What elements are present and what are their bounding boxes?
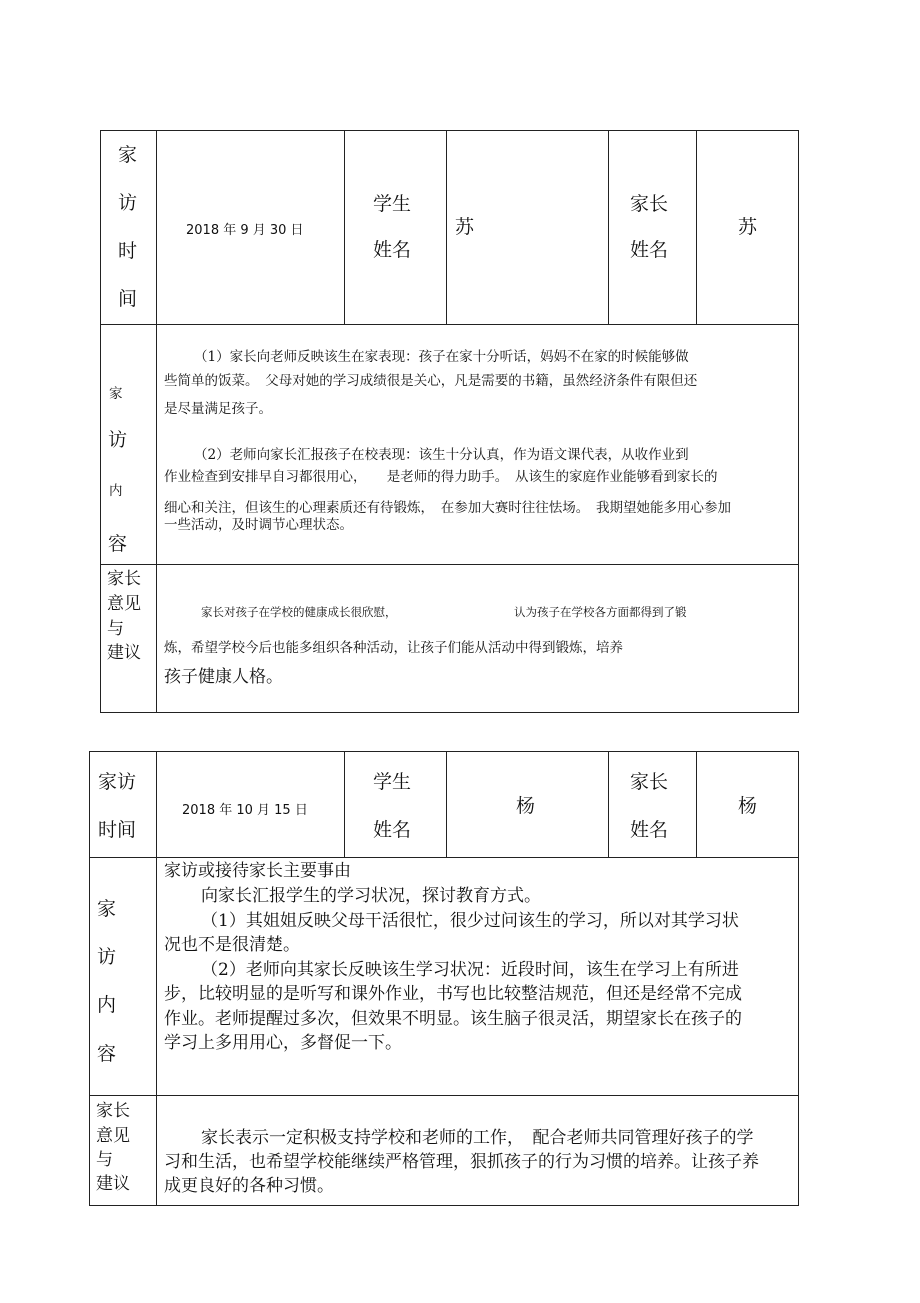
visit-date: 2018 年 10 月 15 日 (182, 803, 308, 818)
student-name-label: 学生 (373, 193, 412, 215)
grid-line (156, 752, 157, 1205)
grid-line (156, 131, 157, 712)
visit-content-line: 是尽量满足孩子。 (164, 401, 272, 417)
visit-content-line: （2）老师向其家长反映该生学习状况：近段时间，该生在学习上有所进 (201, 960, 739, 980)
visit-content-label: 家 (109, 386, 123, 402)
visit-content-line: 一些活动，及时调节心理状态。 (164, 517, 353, 533)
visit-content-label: 内 (109, 483, 123, 499)
parent-opinion-label: 与 (107, 619, 124, 639)
visit-content-label: 家 (97, 898, 117, 920)
parent-opinion-label: 家长 (107, 569, 141, 589)
visit-content-label: 容 (108, 533, 128, 555)
parent-name-label: 家长 (630, 193, 669, 215)
parent-opinion-line: 家长对孩子在学校的健康成长很欣慰， (201, 605, 397, 619)
parent-opinion-label: 建议 (107, 643, 141, 663)
visit-content-line: 学习上多用用心，多督促一下。 (164, 1033, 402, 1053)
grid-line (608, 131, 609, 324)
visit-time-label: 家访 (98, 771, 137, 793)
student-name-label: 姓名 (373, 819, 412, 841)
parent-opinion-label: 建议 (96, 1174, 130, 1194)
grid-line (446, 752, 447, 857)
visit-content-line: 向家长汇报学生的学习状况，探讨教育方式。 (201, 886, 541, 906)
visit-content-line: 细心和关注，但该生的心理素质还有待锻炼， 在参加大赛时往往怯场。 我期望她能多用心参加 (164, 500, 731, 516)
student-name-label: 姓名 (373, 239, 412, 261)
visit-content-line: （1）家长向老师反映该生在家表现：孩子在家十分听话，妈妈不在家的时候能够做 (194, 349, 689, 365)
parent-opinion-label: 意见 (96, 1126, 130, 1146)
visit-record-table-1 (100, 130, 799, 713)
grid-line (344, 752, 345, 857)
parent-opinion-line: 习和生活，也希望学校能继续严格管理，狠抓孩子的行为习惯的培养。让孩子养 (164, 1152, 759, 1172)
visit-content-line: 些简单的饭菜。 父母对她的学习成绩很是关心，凡是需要的书籍，虽然经济条件有限但还 (164, 373, 698, 389)
student-name: 杨 (516, 795, 536, 817)
visit-content-line: 作业检查到安排早自习都很用心， 是老师的得力助手。 从该生的家庭作业能够看到家长的 (164, 469, 718, 485)
parent-name-label: 家长 (630, 771, 669, 793)
parent-name-label: 姓名 (630, 819, 669, 841)
visit-content-line: （2）老师向家长汇报孩子在校表现：该生十分认真，作为语文课代表，从收作业到 (194, 447, 689, 463)
grid-line (446, 131, 447, 324)
parent-opinion-label: 家长 (96, 1101, 130, 1121)
grid-line (101, 564, 798, 565)
parent-opinion-line: 成更良好的各种习惯。 (164, 1176, 334, 1196)
student-name-label: 学生 (373, 771, 412, 793)
visit-content-line: （1）其姐姐反映父母干活很忙，很少过问该生的学习，所以对其学习状 (201, 911, 739, 931)
visit-content-label: 访 (108, 429, 128, 451)
parent-opinion-label: 意见 (107, 594, 141, 614)
visit-record-table-2 (89, 751, 799, 1206)
visit-time-label: 间 (118, 288, 138, 310)
grid-line (344, 131, 345, 324)
grid-line (696, 131, 697, 324)
visit-time-label: 时间 (98, 819, 137, 841)
parent-name-label: 姓名 (630, 239, 669, 261)
visit-content-label: 内 (97, 994, 117, 1016)
parent-opinion-line: 孩子健康人格。 (164, 667, 283, 687)
parent-name: 苏 (738, 216, 758, 238)
parent-name: 杨 (738, 795, 758, 817)
parent-opinion-label: 与 (96, 1150, 113, 1170)
parent-opinion-line: 认为孩子在学校各方面都得到了锻 (514, 605, 687, 619)
grid-line (90, 857, 798, 858)
visit-content-line: 况也不是很清楚。 (164, 935, 300, 955)
parent-opinion-line: 家长表示一定积极支持学校和老师的工作， 配合老师共同管理好孩子的学 (201, 1128, 754, 1148)
grid-line (90, 1095, 798, 1096)
visit-content-line: 家访或接待家长主要事由 (164, 861, 351, 881)
visit-time-label: 访 (118, 192, 138, 214)
visit-content-line: 步，比较明显的是听写和课外作业，书写也比较整洁规范，但还是经常不完成 (164, 984, 742, 1004)
visit-content-line: 作业。老师提醒过多次，但效果不明显。该生脑子很灵活，期望家长在孩子的 (164, 1009, 742, 1029)
grid-line (101, 324, 798, 325)
visit-time-label: 家 (118, 144, 138, 166)
grid-line (608, 752, 609, 857)
visit-content-label: 容 (97, 1043, 117, 1065)
visit-content-label: 访 (97, 946, 117, 968)
visit-date: 2018 年 9 月 30 日 (186, 223, 304, 238)
student-name: 苏 (455, 216, 475, 238)
visit-time-label: 时 (118, 240, 138, 262)
grid-line (696, 752, 697, 857)
parent-opinion-line: 炼，希望学校今后也能多组织各种活动，让孩子们能从活动中得到锻炼，培养 (164, 640, 623, 656)
